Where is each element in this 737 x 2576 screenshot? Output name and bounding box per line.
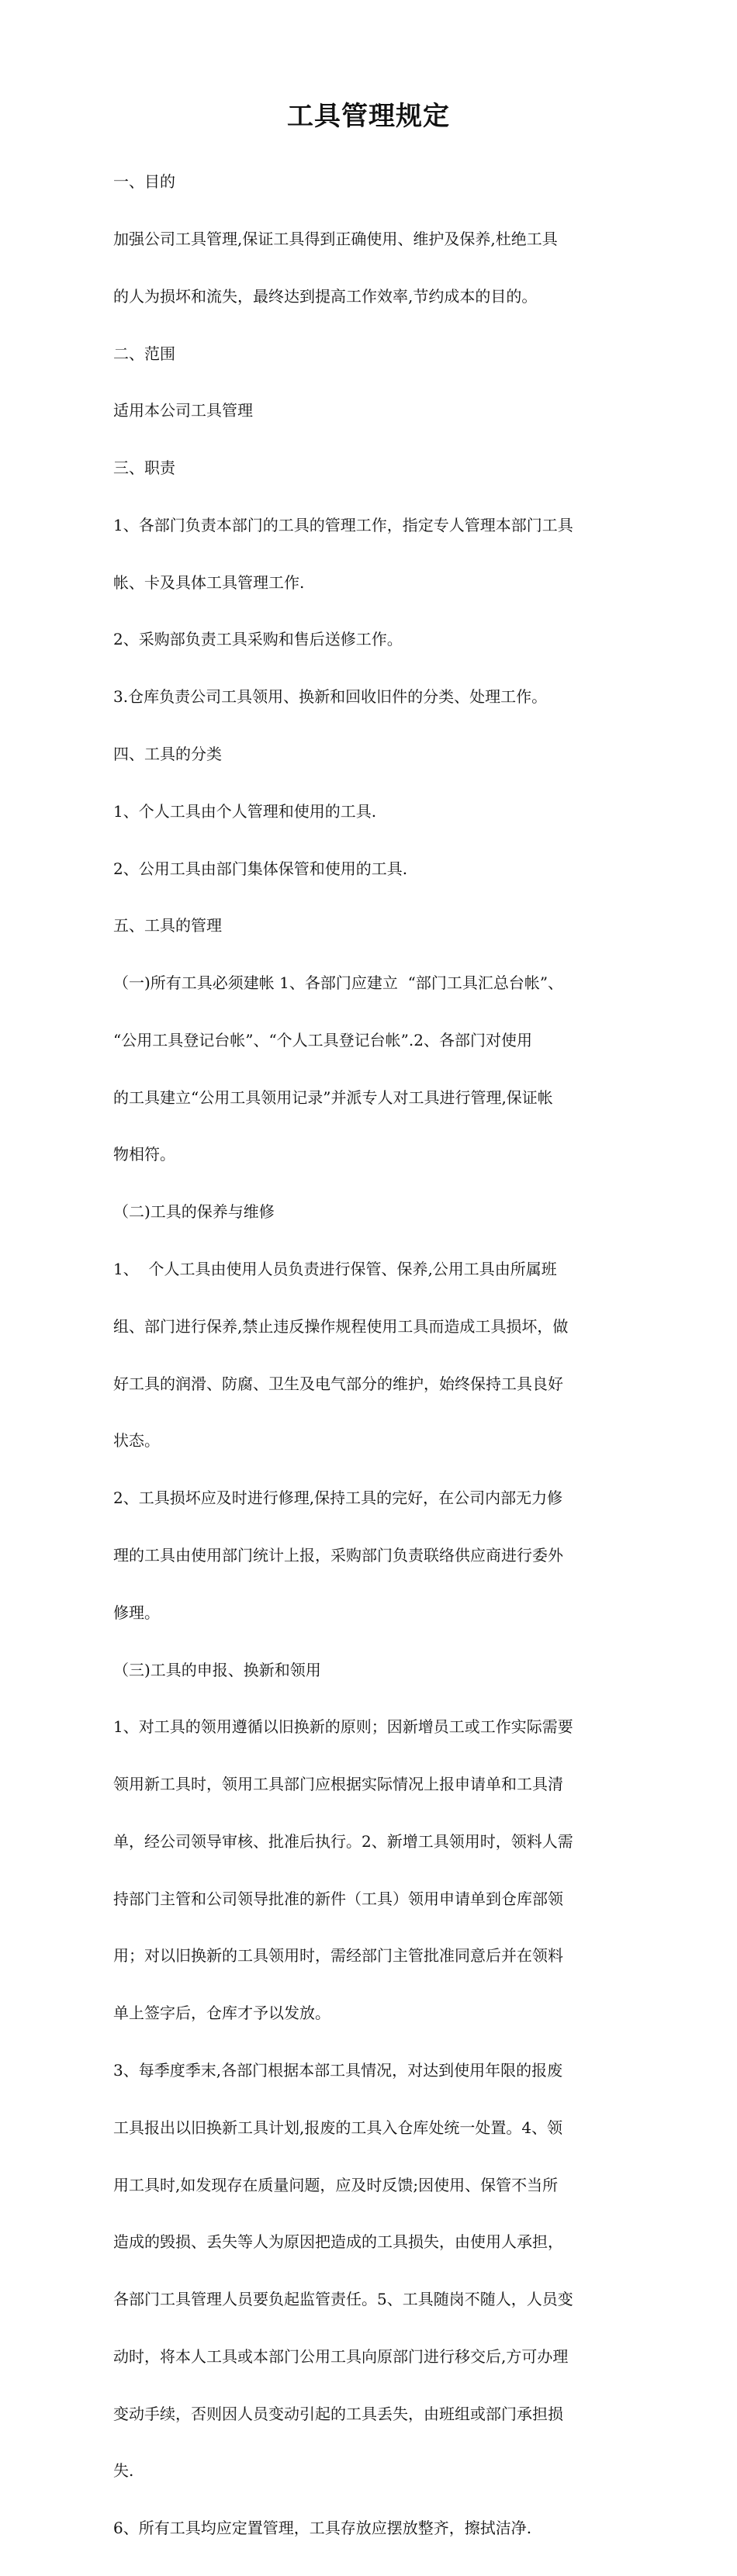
text-line: 组、部门进行保养,禁止违反操作规程使用工具而造成工具损坏，做 — [113, 1316, 569, 1336]
text-line: （一)所有工具必须建帐 1、各部门应建立 “部门工具汇总台帐”、 — [113, 973, 564, 993]
text-line: 单，经公司领导审核、批准后执行。2、新增工具领用时，领料人需 — [113, 1831, 573, 1851]
text-line: 修理。 — [113, 1603, 160, 1622]
text-line: 持部门主管和公司领导批准的新件（工具）领用申请单到仓库部领 — [113, 1889, 563, 1908]
text-line: 用；对以旧换新的工具领用时，需经部门主管批准同意后并在领料 — [113, 1946, 563, 1966]
text-line: 2、采购部负责工具采购和售后送修工作。 — [113, 630, 403, 649]
text-line: 变动手续，否则因人员变动引起的工具丢失，由班组或部门承担损 — [113, 2404, 563, 2423]
text-line: 用工具时,如发现存在质量问题，应及时反馈;因使用、保管不当所 — [113, 2175, 559, 2194]
text-line: 理的工具由使用部门统计上报，采购部门负责联络供应商进行委外 — [113, 1545, 563, 1565]
text-line: 失. — [113, 2461, 134, 2481]
text-line: （二)工具的保养与维修 — [113, 1202, 275, 1222]
text-line: 三、职责 — [113, 458, 175, 478]
text-line: 动时，将本人工具或本部门公用工具向原部门进行移交后,方可办理 — [113, 2346, 569, 2366]
text-line: 1、各部门负责本部门的工具的管理工作，指定专人管理本部门工具 — [113, 515, 573, 534]
text-line: 3.仓库负责公司工具领用、换新和回收旧件的分类、处理工作。 — [113, 687, 548, 707]
text-line: “公用工具登记台帐”、“个人工具登记台帐”.2、各部门对使用 — [113, 1030, 532, 1049]
text-line: 适用本公司工具管理 — [113, 401, 253, 420]
text-line: 1、 个人工具由使用人员负责进行保管、保养,公用工具由所属班 — [113, 1260, 557, 1279]
document-title: 工具管理规定 — [287, 101, 450, 132]
document-body — [113, 134, 631, 2576]
text-line: 物相符。 — [113, 1145, 175, 1164]
text-line: 造成的毁损、丢失等人为原因把造成的工具损失，由使用人承担， — [113, 2232, 563, 2252]
text-line: 1、个人工具由个人管理和使用的工具. — [113, 801, 377, 821]
text-line: 一、目的 — [113, 172, 175, 192]
text-line: 2、工具损坏应及时进行修理,保持工具的完好，在公司内部无力修 — [113, 1489, 563, 1508]
text-line: （三)工具的申报、换新和领用 — [113, 1660, 321, 1679]
text-line: 2、公用工具由部门集体保管和使用的工具. — [113, 859, 408, 878]
text-line: 的工具建立“公用工具领用记录”并派专人对工具进行管理,保证帐 — [113, 1087, 553, 1107]
text-line: 状态。 — [113, 1431, 160, 1451]
text-line: 加强公司工具管理,保证工具得到正确使用、维护及保养,杜绝工具 — [113, 229, 558, 248]
text-line: 好工具的润滑、防腐、卫生及电气部分的维护，始终保持工具良好 — [113, 1374, 563, 1393]
text-line: 五、工具的管理 — [113, 916, 222, 935]
text-line: 6、所有工具均应定置管理，工具存放应摆放整齐，擦拭洁净. — [113, 2519, 532, 2538]
text-line: 四、工具的分类 — [113, 745, 222, 763]
text-line: 二、范围 — [113, 344, 175, 363]
text-line: 1、对工具的领用遵循以旧换新的原则；因新增员工或工作实际需要 — [113, 1717, 573, 1737]
text-line: 单上签字后，仓库才予以发放。 — [113, 2004, 330, 2023]
text-line: 的人为损坏和流失，最终达到提高工作效率,节约成本的目的。 — [113, 286, 538, 306]
text-line: 帐、卡及具体工具管理工作. — [113, 572, 305, 592]
text-line: 领用新工具时，领用工具部门应根据实际情况上报申请单和工具清 — [113, 1775, 563, 1794]
text-line: 工具报出以旧换新工具计划,报废的工具入仓库处统一处置。4、领 — [113, 2118, 563, 2137]
text-line: 3、每季度季末,各部门根据本部工具情况，对达到使用年限的报废 — [113, 2060, 563, 2080]
text-line: 各部门工具管理人员要负起监管责任。5、工具随岗不随人，人员变 — [113, 2290, 573, 2309]
